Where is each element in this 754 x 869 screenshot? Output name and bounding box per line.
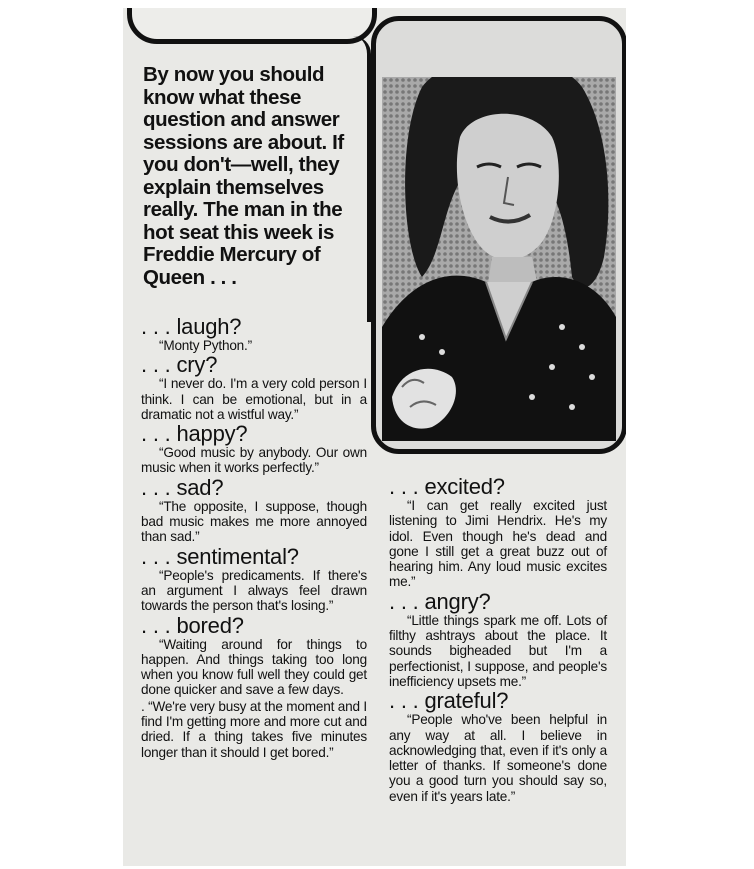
right-column	[389, 476, 607, 805]
qa-sentimental	[141, 543, 367, 614]
freddie-mercury-photo	[382, 77, 616, 441]
question-happy: . . . happy?	[141, 421, 248, 447]
answer-bored: “Waiting around for things to happen. And things taking too long when you know full well they could get done quicker and save a few days.	[141, 636, 367, 698]
answer-bored-continued: . “We're very busy at the moment and I find I'm getting more and more cut and dried. If a thing takes five minutes longer than it should I get bored.”	[141, 698, 367, 760]
question-bored: . . . bored?	[141, 612, 244, 638]
question-sentimental: . . . sentimental?	[141, 543, 299, 569]
question-sad: . . . sad?	[141, 474, 224, 500]
qa-angry	[389, 588, 607, 689]
qa-grateful	[389, 690, 607, 804]
newspaper-clipping	[123, 8, 626, 866]
question-cry: . . . cry?	[141, 352, 218, 378]
photo-frame	[371, 16, 626, 454]
qa-laugh	[141, 316, 367, 353]
qa-excited	[389, 476, 607, 590]
question-grateful: . . . grateful?	[389, 688, 509, 714]
portrait-image	[382, 77, 616, 441]
qa-happy	[141, 423, 367, 476]
intro-paragraph: By now you should know what these question and answer sessions are about. If you don't—well, they explain themselves really. The man in the hot seat this week is Freddie Mercury of Queen . . .	[143, 63, 344, 289]
answer-grateful: “People who've been helpful in any way at all. I believe in acknowledging that, even if it's only a letter of thanks. If someone's done you a good turn you should say so, even if it's years late.”	[389, 712, 607, 804]
answer-laugh: “Monty Python.”	[159, 338, 252, 353]
qa-sad	[141, 474, 367, 545]
qa-bored	[141, 612, 367, 760]
answer-angry: “Little things spark me off. Lots of filthy ashtrays about the place. It sounds bigheaded but I'm a perfectionist, I suppose, and people's inefficiency upsets me.”	[389, 612, 607, 689]
answer-sentimental: “People's predicaments. If there's an argument I always feel drawn towards the person that's losing.”	[141, 567, 367, 614]
answer-cry: “I never do. I'm a very cold person I think. I can be emotional, but in a dramatic not a wistful way.”	[141, 376, 367, 422]
answer-excited: “I can get really excited just listening to Jimi Hendrix. He's my idol. Even though he's dead and gone I still get a great buzz out of hearing him. Any loud music excites me.”	[389, 498, 607, 590]
question-excited: . . . excited?	[389, 474, 505, 499]
question-laugh: . . . laugh?	[141, 314, 242, 339]
answer-sad: “The opposite, I suppose, though bad music makes me more annoyed than sad.”	[141, 498, 367, 545]
answer-happy: “Good music by anybody. Our own music when it works perfectly.”	[141, 445, 367, 476]
question-angry: . . . angry?	[389, 588, 491, 614]
qa-cry	[141, 354, 367, 422]
left-column	[141, 316, 367, 761]
